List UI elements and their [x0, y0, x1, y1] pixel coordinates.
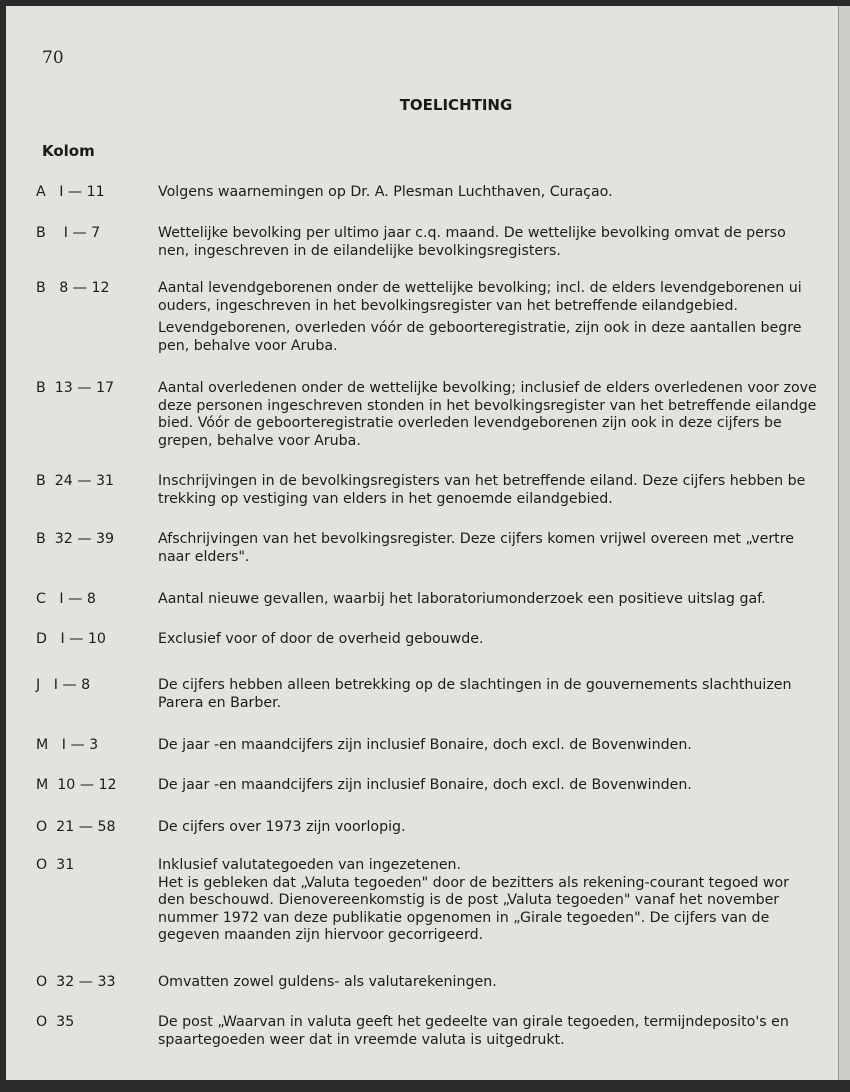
column-reference: O 21 — 58 [36, 819, 116, 835]
column-reference: D I — 10 [36, 631, 106, 647]
note-text [158, 531, 794, 566]
note-line: Parera en Barber. [158, 694, 282, 711]
note-line: Inklusief valutategoeden van ingezetenen. [158, 857, 462, 873]
column-reference: M I — 3 [36, 737, 99, 753]
note-line: Aantal levendgeborenen onder de wettelijke bevolking; incl. de elders levendgeborenen ui [158, 280, 802, 296]
note-line: gegeven maanden zijn hiervoor gecorrigeerd. [158, 927, 484, 943]
note-line: ouders, ingeschreven in het bevolkingsregister van het betreffende eilandgebied. [158, 297, 739, 314]
note-line: nummer 1972 van deze publikatie opgenomen in „Girale tegoeden". De cijfers van de [158, 909, 770, 926]
note-line: trekking op vestiging van elders in het genoemde eilandgebied. [158, 490, 613, 507]
note-text [158, 974, 497, 992]
note-text [158, 380, 817, 450]
column-reference: J I — 8 [36, 677, 91, 693]
column-reference: C I — 8 [36, 591, 96, 607]
adjacent-page-edge [838, 6, 850, 1080]
note-line: nen, ingeschreven in de eilandelijke bevolkingsregisters. [158, 242, 561, 259]
column-reference: B 24 — 31 [36, 473, 115, 489]
note-line: deze personen ingeschreven stonden in het bevolkingsregister van het betreffende eilandge [158, 397, 817, 414]
column-reference: O 32 — 33 [36, 974, 116, 990]
note-text [158, 280, 802, 355]
note-text [158, 777, 692, 795]
note-line: De jaar -en maandcijfers zijn inclusief Bonaire, doch excl. de Bovenwinden. [158, 777, 692, 793]
note-line: pen, behalve voor Aruba. [158, 337, 338, 354]
column-reference: B I — 7 [36, 225, 101, 241]
note-text [158, 677, 792, 712]
note-line: De cijfers hebben alleen betrekking op de slachtingen in de gouvernements slachthuizen [158, 677, 792, 693]
column-reference: A I — 11 [36, 184, 105, 200]
document-page [6, 6, 838, 1080]
note-line: Aantal overledenen onder de wettelijke bevolking; inclusief de elders overledenen voor zove [158, 380, 817, 396]
note-line: Afschrijvingen van het bevolkingsregister. Deze cijfers komen vrijwel overeen met „vertre [158, 531, 794, 547]
column-reference: O 35 [36, 1014, 75, 1030]
note-line: Het is gebleken dat „Valuta tegoeden" door de bezitters als rekening-courant tegoed wor [158, 874, 789, 891]
note-text [158, 473, 805, 508]
page-number: 70 [42, 48, 64, 68]
note-line: Aantal nieuwe gevallen, waarbij het laboratoriumonderzoek een positieve uitslag gaf. [158, 591, 766, 607]
note-line: Levendgeborenen, overleden vóór de geboorteregistratie, zijn ook in deze aantallen begre [158, 320, 802, 336]
column-reference: B 13 — 17 [36, 380, 115, 396]
column-reference: M 10 — 12 [36, 777, 117, 793]
note-line: naar elders". [158, 548, 250, 565]
column-reference: O 31 [36, 857, 75, 873]
note-text [158, 1014, 789, 1049]
note-line: Exclusief voor of door de overheid gebouwde. [158, 631, 484, 647]
note-line: De cijfers over 1973 zijn voorlopig. [158, 819, 406, 835]
note-text [158, 819, 406, 837]
note-text [158, 225, 786, 260]
note-text [158, 631, 483, 649]
note-line: Omvatten zowel guldens- als valutarekeningen. [158, 974, 497, 990]
column-reference: B 8 — 12 [36, 280, 110, 296]
note-text [158, 591, 766, 609]
note-line: den beschouwd. Dienovereenkomstig is de post „Valuta tegoeden" vanaf het november [158, 892, 780, 908]
note-text [158, 184, 613, 202]
note-text [158, 737, 692, 755]
note-line: Volgens waarnemingen op Dr. A. Plesman Luchthaven, Curaçao. [158, 184, 613, 200]
column-header: Kolom [42, 142, 95, 160]
column-reference: B 32 — 39 [36, 531, 115, 547]
note-line: spaartegoeden weer dat in vreemde valuta is uitgedrukt. [158, 1031, 565, 1048]
note-line: Inschrijvingen in de bevolkingsregisters van het betreffende eiland. Deze cijfers hebben be [158, 473, 806, 489]
note-line: De jaar -en maandcijfers zijn inclusief Bonaire, doch excl. de Bovenwinden. [158, 737, 692, 753]
note-line: De post „Waarvan in valuta geeft het gedeelte van girale tegoeden, termijndeposito's en [158, 1014, 789, 1030]
note-line: grepen, behalve voor Aruba. [158, 432, 361, 449]
page-title: TOELICHTING [399, 96, 513, 114]
note-line: bied. Vóór de geboorteregistratie overleden levendgeborenen zijn ook in deze cijfers be [158, 415, 782, 431]
note-line: Wettelijke bevolking per ultimo jaar c.q. maand. De wettelijke bevolking omvat de perso [158, 225, 786, 241]
note-text [158, 857, 789, 945]
